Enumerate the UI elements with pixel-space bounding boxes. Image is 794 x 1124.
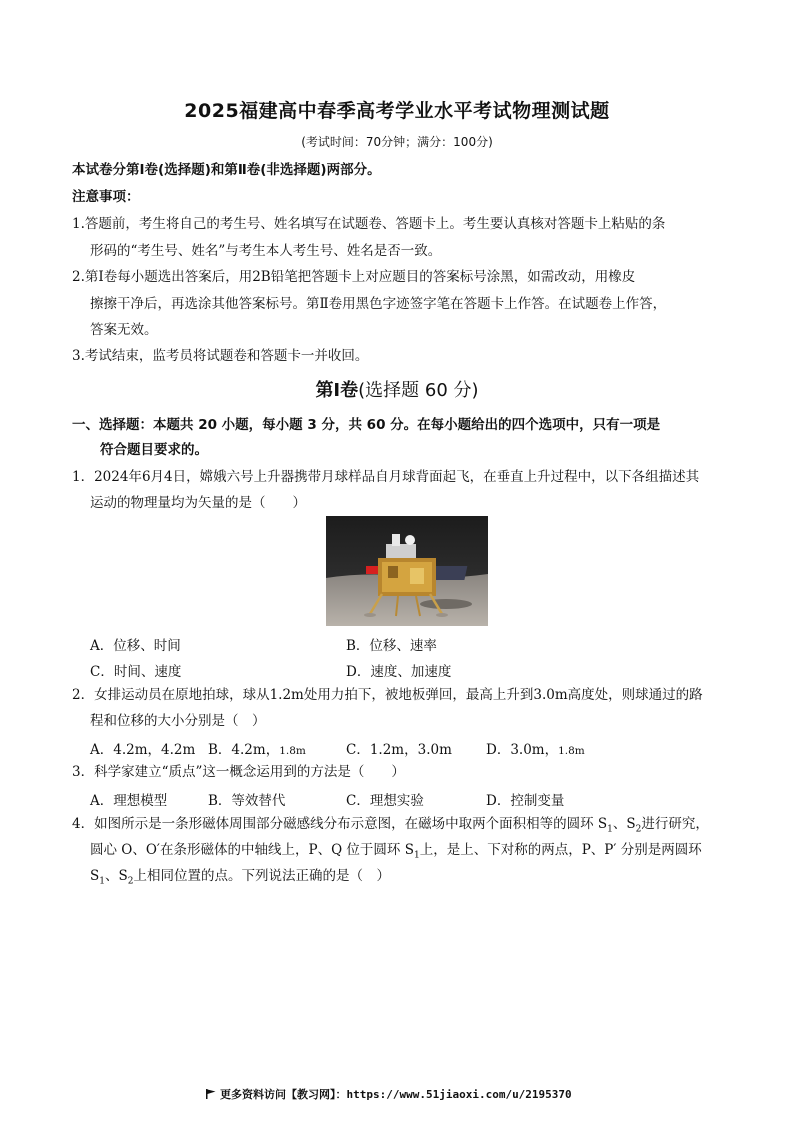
q1-option-b: B．位移、速率 — [346, 638, 437, 654]
q2-option-d-main: D．3.0m， — [486, 742, 559, 758]
part-instruction: 符合题目要求的。 — [100, 442, 208, 458]
q2-option-a: A．4.2m，4.2m — [90, 742, 196, 758]
footer-text: 更多资料访问【教习网】：https://www.51jiaoxi.com/u/2195370 — [220, 1088, 572, 1101]
notes-heading: 注意事项： — [72, 189, 140, 205]
section-title-bold: 第Ⅰ卷 — [315, 380, 359, 401]
q1-option-c: C．时间、速度 — [90, 664, 182, 680]
q4-text: 、S — [104, 868, 128, 884]
q4-subscript: 1 — [413, 850, 420, 861]
q3-option-d: D．控制变量 — [486, 793, 565, 809]
q4-subscript: 1 — [607, 824, 613, 835]
q4-subscript: 2 — [127, 876, 134, 887]
q3-stem: 3．科学家建立“质点”这一概念运用到的方法是（ ） — [72, 764, 405, 780]
q1-option-a: A．位移、时间 — [90, 638, 181, 654]
q4-subscript: 1 — [99, 876, 105, 887]
section-title — [0, 376, 794, 402]
q4-text: S — [90, 868, 100, 884]
section-title-rest: (选择题 60 分) — [358, 380, 479, 401]
q2-option-b-main: B．4.2m， — [208, 742, 280, 758]
q4-stem — [90, 841, 702, 865]
exam-subtitle: (考试时间：70分钟；满分：100分) — [301, 135, 493, 149]
q3-option-b: B．等效替代 — [208, 793, 286, 809]
exam-title: 2025福建高中春季高考学业水平考试物理测试题 — [184, 100, 610, 122]
note-line: 3.考试结束，监考员将试题卷和答题卡一并收回。 — [72, 348, 369, 364]
q4-text: 、S — [612, 816, 636, 832]
q2-option-b — [208, 738, 306, 758]
q2-option-c: C．1.2m，3.0m — [346, 742, 452, 758]
q4-stem — [72, 815, 709, 839]
q2-option-d — [486, 738, 585, 758]
q4-text: 进行研究， — [641, 816, 709, 832]
q4-text: 圆心 O、O′在条形磁体的中轴线上，P、Q 位于圆环 S — [90, 842, 414, 858]
lunar-lander-photo — [326, 516, 488, 626]
part-instruction: 一、选择题：本题共 20 小题，每小题 3 分，共 60 分。在每小题给出的四个选项中，只有一项是 — [72, 417, 661, 433]
flag-icon — [206, 1089, 216, 1099]
note-line: 2.第Ⅰ卷每小题选出答案后，用2B铅笔把答题卡上对应题目的答案标号涂黑，如需改动，用橡皮 — [72, 269, 636, 285]
q4-stem — [90, 867, 390, 891]
q4-text: 上，是上、下对称的两点，P、P′ 分别是两圆环 — [419, 842, 702, 858]
intro-text: 本试卷分第Ⅰ卷(选择题)和第Ⅱ卷(非选择题)两部分。 — [72, 162, 381, 178]
q1-stem: 运动的物理量均为矢量的是（ ） — [90, 495, 306, 511]
q2-stem: 2．女排运动员在原地拍球，球从1.2m处用力拍下，被地板弹回，最高上升到3.0m高度处，则球通过的路 — [72, 687, 703, 703]
q4-text: 4．如图所示是一条形磁体周围部分磁感线分布示意图，在磁场中取两个面积相等的圆环 S — [72, 816, 608, 832]
q3-option-c: C．理想实验 — [346, 793, 424, 809]
q2-option-d-small: 1.8m — [558, 745, 585, 757]
q3-option-a: A．理想模型 — [90, 793, 168, 809]
note-line: 1.答题前，考生将自己的考生号、姓名填写在试题卷、答题卡上。考生要认真核对答题卡上粘贴的条 — [72, 216, 666, 232]
q2-option-b-small: 1.8m — [279, 745, 306, 757]
q1-stem: 1．2024年6月4日，嫦娥六号上升器携带月球样品自月球背面起飞，在垂直上升过程中，以下各组描述其 — [72, 469, 700, 485]
note-line: 形码的“考生号、姓名”与考生本人考生号、姓名是否一致。 — [90, 243, 442, 259]
q4-subscript: 2 — [635, 824, 642, 835]
q4-text: 上相同位置的点。下列说法正确的是（ ） — [133, 868, 390, 884]
note-line: 答案无效。 — [90, 322, 158, 338]
q2-stem: 程和位移的大小分别是（ ） — [90, 713, 266, 729]
q1-option-d: D．速度、加速度 — [346, 664, 452, 680]
lunar-lander-image — [326, 516, 488, 626]
footer-link[interactable] — [206, 1086, 572, 1102]
note-line: 擦擦干净后，再选涂其他答案标号。第Ⅱ卷用黑色字迹签字笔在答题卡上作答。在试题卷上作答， — [90, 296, 667, 312]
